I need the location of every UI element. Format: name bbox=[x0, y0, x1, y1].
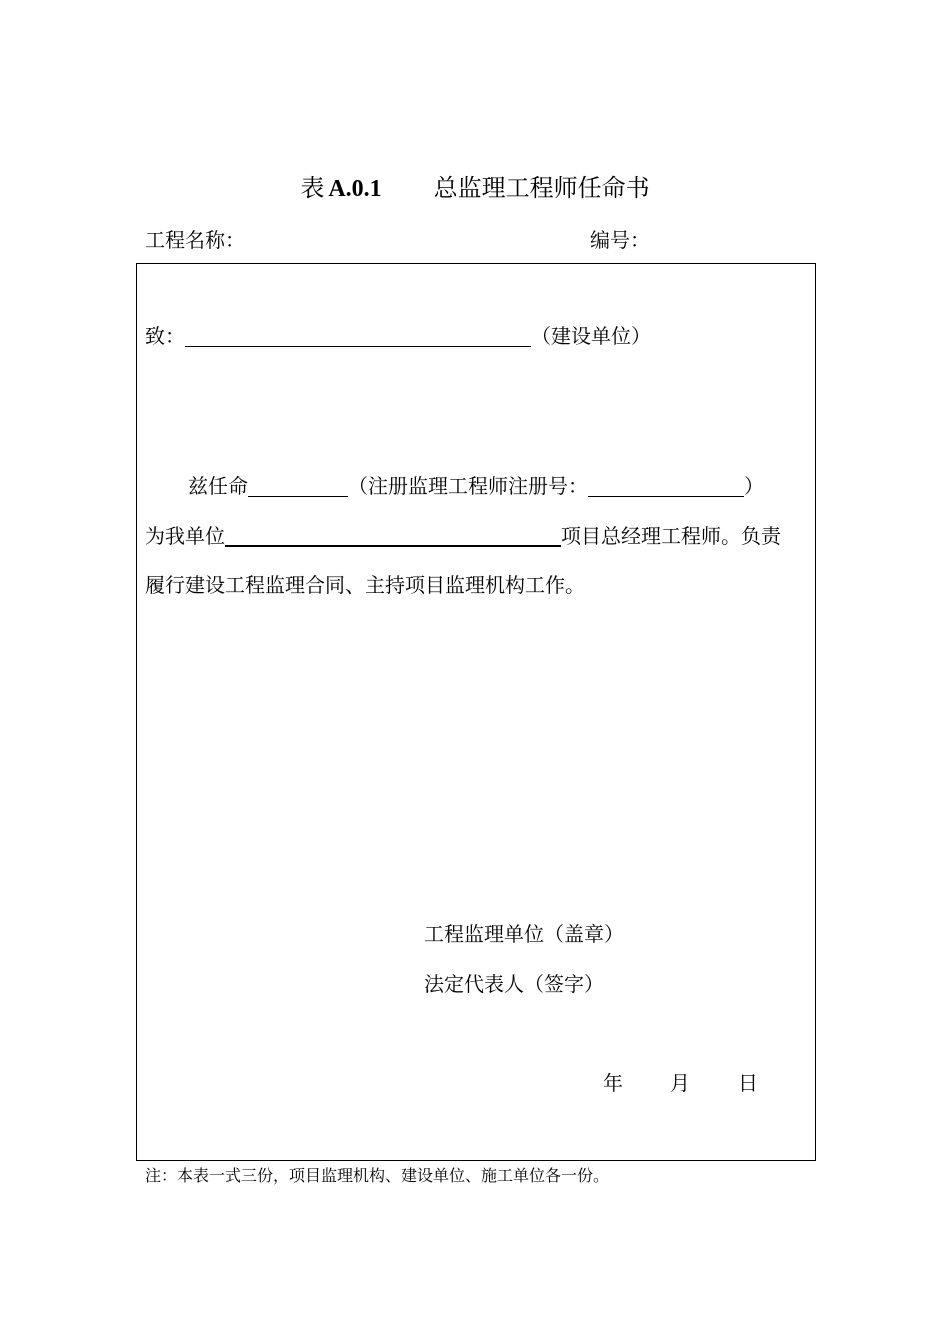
addressee-field[interactable] bbox=[185, 326, 531, 347]
to-label: 致： bbox=[145, 324, 185, 348]
appointment-line bbox=[188, 473, 764, 499]
form-box bbox=[136, 263, 816, 1161]
appoint-prefix: 兹任命 bbox=[188, 474, 248, 498]
appointee-field[interactable] bbox=[248, 476, 348, 497]
unit-prefix: 为我单位 bbox=[145, 524, 225, 548]
supervision-unit-seal: 工程监理单位（盖章） bbox=[424, 922, 624, 946]
registration-number-field[interactable] bbox=[588, 476, 744, 497]
document-title bbox=[0, 168, 950, 203]
duty-text: 履行建设工程监理合同、主持项目监理机构工作。 bbox=[145, 573, 585, 597]
project-name-label: 工程名称： bbox=[145, 228, 245, 252]
date-month: 月 bbox=[670, 1071, 690, 1095]
date-year: 年 bbox=[603, 1071, 623, 1095]
title-prefix: 表 bbox=[300, 174, 325, 202]
reg-close: ） bbox=[744, 474, 764, 498]
legal-representative-signature: 法定代表人（签字） bbox=[424, 972, 604, 996]
reg-label: （注册监理工程师注册号： bbox=[348, 474, 588, 498]
unit-suffix: 项目总经理工程师。负责 bbox=[561, 524, 781, 548]
to-suffix: （建设单位） bbox=[531, 324, 651, 348]
project-field[interactable] bbox=[225, 525, 561, 547]
footnote: 注：本表一式三份，项目监理机构、建设单位、施工单位各一份。 bbox=[145, 1166, 610, 1185]
title-code: A.0.1 bbox=[328, 176, 382, 202]
addressee-line bbox=[145, 323, 651, 349]
date-day: 日 bbox=[738, 1071, 758, 1095]
unit-line bbox=[145, 523, 781, 549]
title-text: 总监理工程师任命书 bbox=[433, 174, 650, 202]
serial-no-label: 编号： bbox=[590, 228, 650, 252]
